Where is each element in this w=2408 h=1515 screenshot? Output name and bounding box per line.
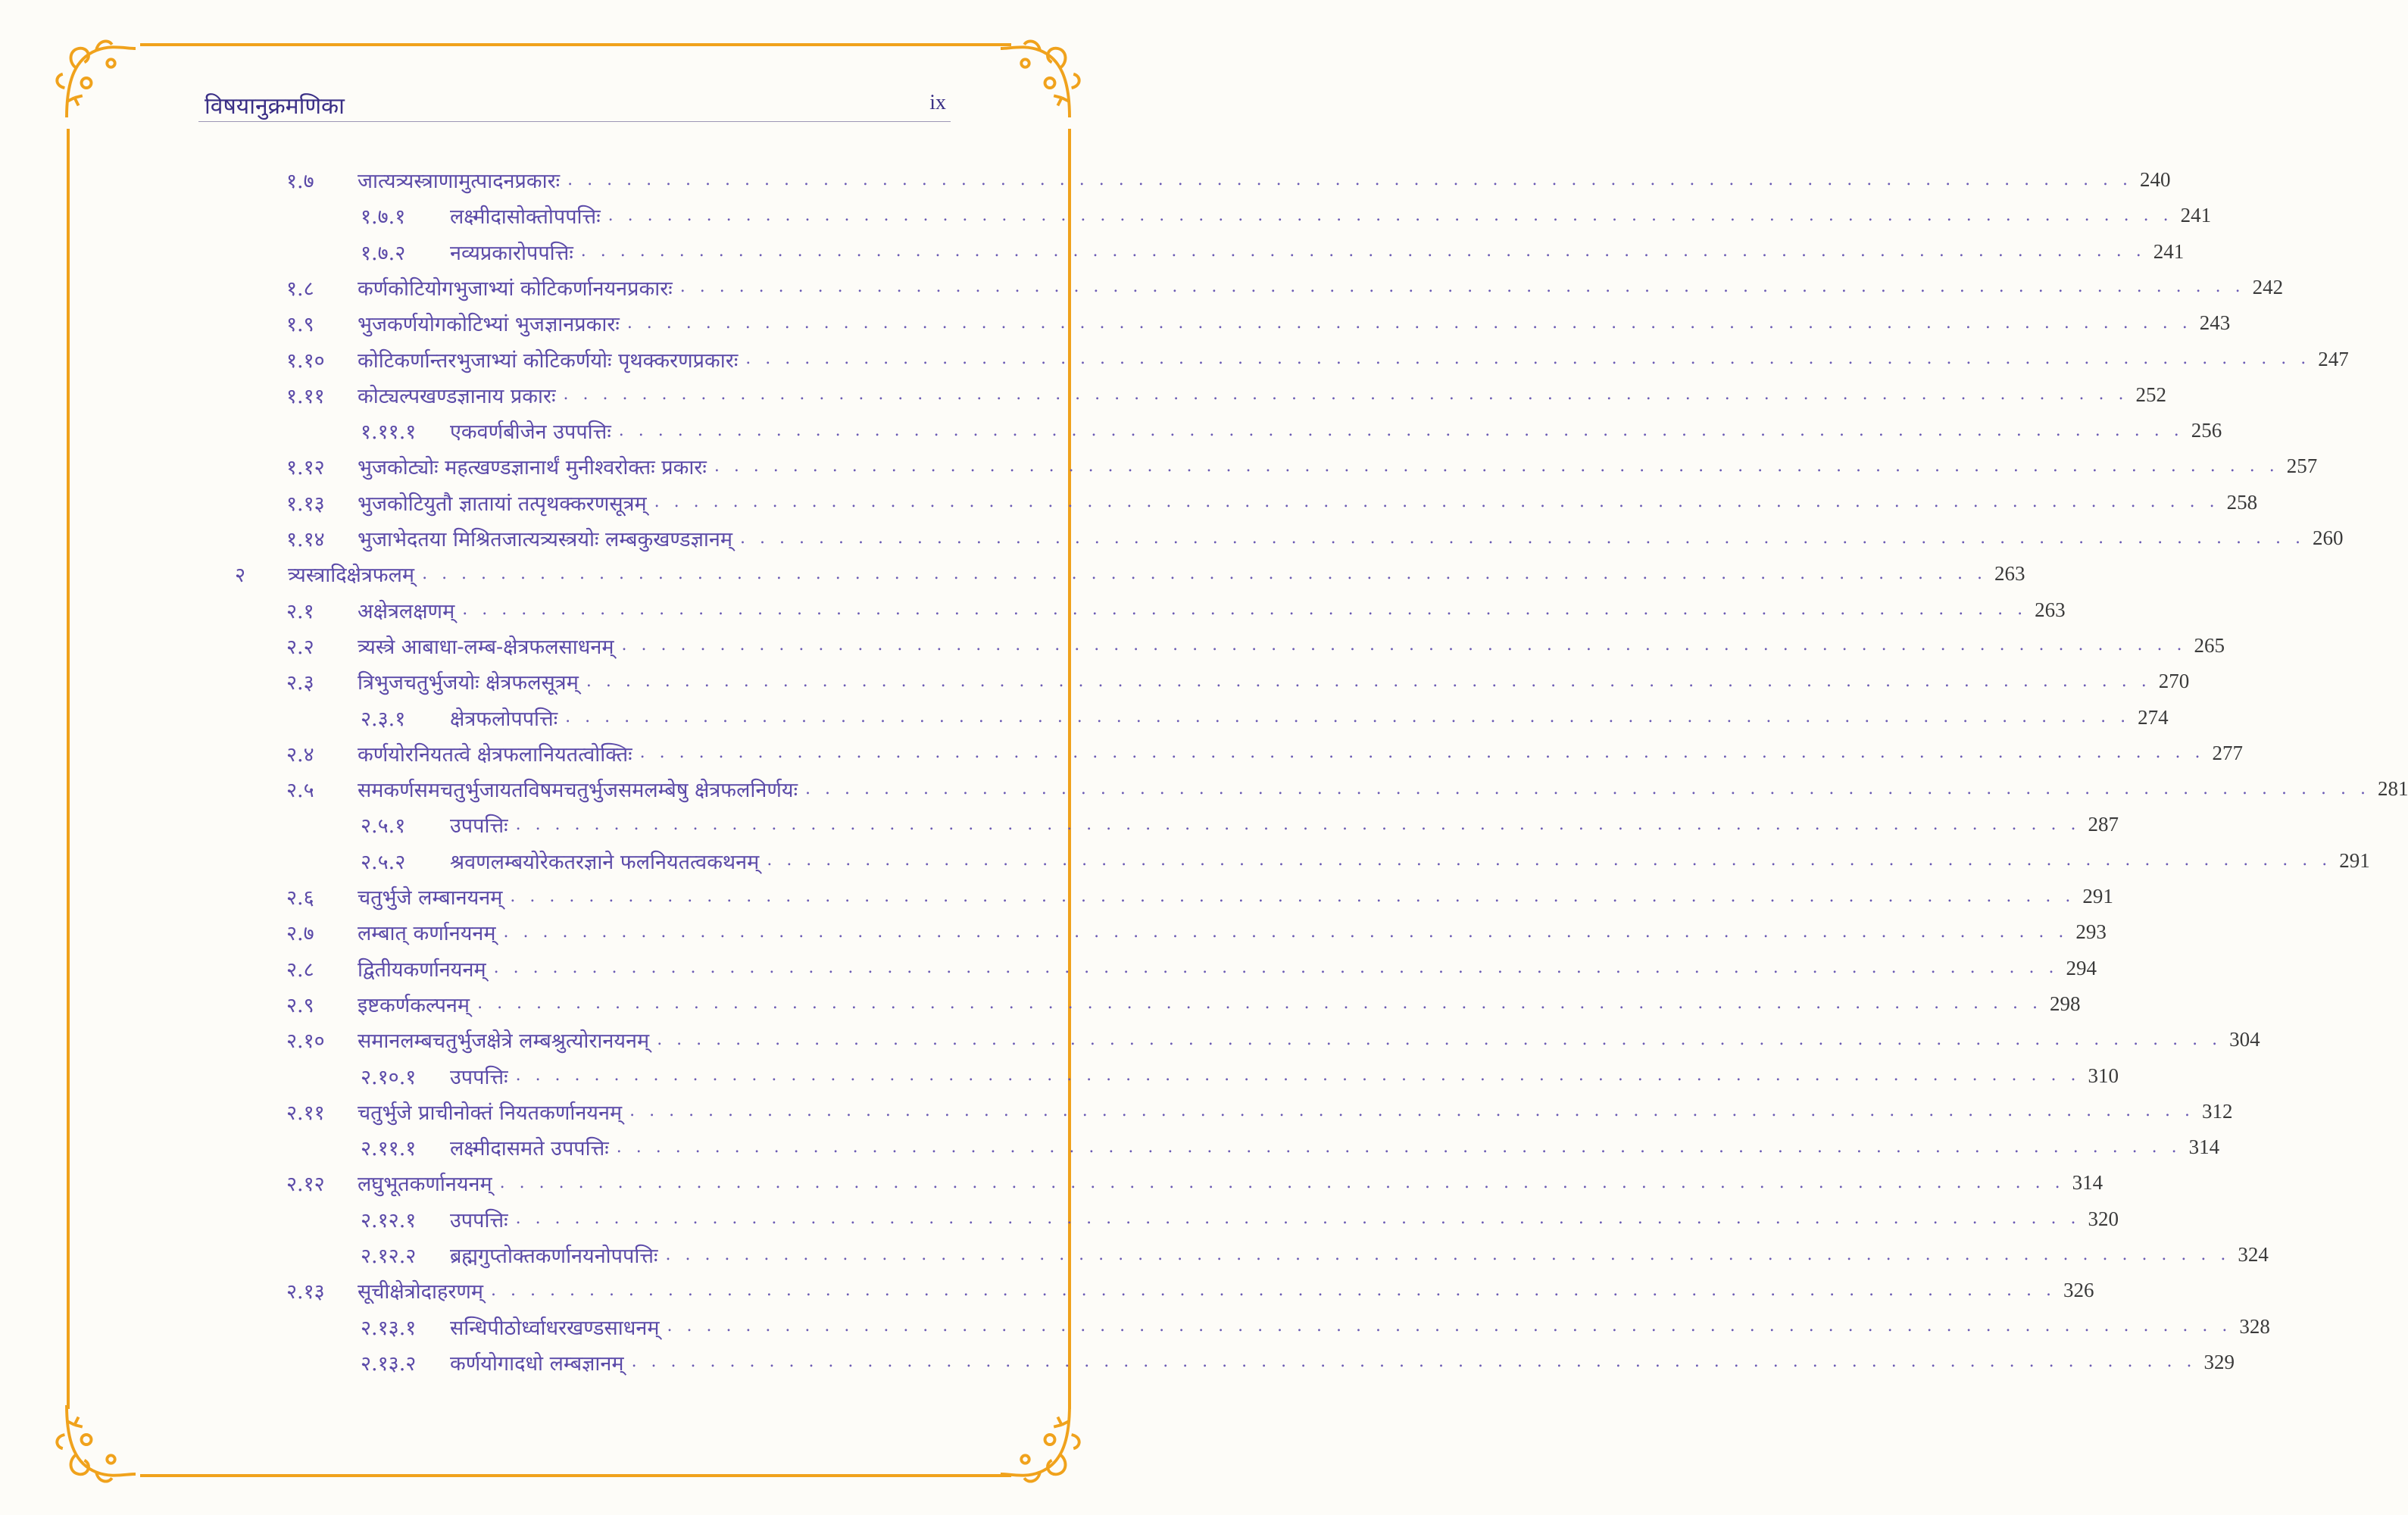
toc-entry-number: २.११.१ [361, 1137, 417, 1161]
toc-dot-leader: . . . . . . . . . . . . . . . . . . . . . . . . . . . . . . . . . . . . . . . . . . . . . . . . . . . . . . . . . . . . . . . . . . . . . . . . . . . . . . . . [567, 170, 2133, 189]
toc-dot-leader: . . . . . . . . . . . . . . . . . . . . . . . . . . . . . . . . . . . . . . . . . . . . . . . . . . . . . . . . . . . . . . . . . . . . . . . . . . . . . . . . [499, 1173, 2065, 1192]
toc-entry-number: २.१२ [286, 1173, 325, 1197]
toc-entry[interactable] [361, 843, 2370, 879]
frame-left-line [67, 129, 70, 1409]
toc-entry-number: २.४ [286, 742, 314, 767]
toc-entry[interactable] [361, 1058, 2119, 1094]
toc-entry-number: २.१२.१ [361, 1208, 417, 1232]
toc-dot-leader: . . . . . . . . . . . . . . . . . . . . . . . . . . . . . . . . . . . . . . . . . . . . . . . . . . . . . . . . . . . . . . . . . . . . . . . . . . . . . . . . [654, 492, 2219, 512]
toc-dot-leader: . . . . . . . . . . . . . . . . . . . . . . . . . . . . . . . . . . . . . . . . . . . . . . . . . . . . . . . . . . . . . . . . . . . . . . . . . . . . . . . . [618, 420, 2184, 440]
toc-entry-page: 304 [2229, 1028, 2260, 1051]
toc-dot-leader: . . . . . . . . . . . . . . . . . . . . . . . . . . . . . . . . . . . . . . . . . . . . . . . . . . . . . . . . . . . . . . . . . . . . . . . . . . . . . . . . [745, 349, 2311, 368]
toc-dot-leader: . . . . . . . . . . . . . . . . . . . . . . . . . . . . . . . . . . . . . . . . . . . . . . . . . . . . . . . . . . . . . . . . . . . . . . . . . . . . . . . . [477, 994, 2042, 1014]
toc-entry-page: 310 [2088, 1064, 2119, 1087]
toc-entry-title: श्रवणलम्बयोरेकतरज्ञाने फलनियतत्वकथनम् [450, 850, 760, 874]
ornament-corner-top-right-icon [991, 29, 1089, 127]
toc-entry-title: सन्धिपीठोर्ध्वाधरखण्डसाधनम् [450, 1316, 660, 1340]
toc-entry-page: 241 [2180, 204, 2212, 227]
toc-entry-page: 324 [2238, 1243, 2269, 1266]
toc-entry-page: 247 [2318, 347, 2349, 370]
toc-entry-page: 243 [2199, 311, 2231, 335]
toc-dot-leader: . . . . . . . . . . . . . . . . . . . . . . . . . . . . . . . . . . . . . . . . . . . . . . . . . . . . . . . . . . . . . . . . . . . . . . . . . . . . . . . . [503, 922, 2069, 942]
toc-dot-leader: . . . . . . . . . . . . . . . . . . . . . . . . . . . . . . . . . . . . . . . . . . . . . . . . . . . . . . . . . . . . . . . . . . . . . . . . . . . . . . . . [563, 385, 2128, 405]
toc-entry-page: 263 [1994, 562, 2025, 586]
toc-entry-number: २.३ [286, 671, 314, 695]
toc-entry-title: उपपत्तिः [450, 814, 508, 839]
toc-entry-page: 281 [2377, 777, 2408, 801]
toc-entry-title: भुजकोट्योः महत्खण्डज्ञानार्थं मुनीश्वरोक्तः प्रकारः [358, 456, 707, 480]
toc-entry-page: 294 [2066, 956, 2097, 979]
toc-dot-leader: . . . . . . . . . . . . . . . . . . . . . . . . . . . . . . . . . . . . . . . . . . . . . . . . . . . . . . . . . . . . . . . . . . . . . . . . . . . . . . . . [586, 671, 2151, 691]
toc-entry[interactable] [235, 556, 2025, 592]
toc-entry[interactable] [361, 807, 2119, 842]
toc-entry[interactable] [286, 1094, 2233, 1129]
toc-dot-leader: . . . . . . . . . . . . . . . . . . . . . . . . . . . . . . . . . . . . . . . . . . . . . . . . . . . . . . . . . . . . . . . . . . . . . . . . . . . . . . . . [714, 456, 2279, 476]
toc-entry-page: 258 [2226, 490, 2258, 514]
toc-dot-leader: . . . . . . . . . . . . . . . . . . . . . . . . . . . . . . . . . . . . . . . . . . . . . . . . . . . . . . . . . . . . . . . . . . . . . . . . . . . . . . . . [805, 779, 2370, 798]
toc-entry[interactable] [286, 270, 2284, 305]
toc-entry-title: भुजकर्णयोगकोटिभ्यां भुजज्ञानप्रकारः [358, 313, 620, 337]
toc-entry-number: २.५.१ [361, 814, 406, 839]
frame-bottom-line [140, 1474, 1011, 1477]
toc-entry-title: एकवर्णबीजेन उपपत्तिः [450, 420, 611, 445]
toc-entry-number: २.१३.१ [361, 1316, 417, 1340]
toc-entry-number: १.१२ [286, 456, 325, 480]
toc-dot-leader: . . . . . . . . . . . . . . . . . . . . . . . . . . . . . . . . . . . . . . . . . . . . . . . . . . . . . . . . . . . . . . . . . . . . . . . . . . . . . . . . [621, 636, 2187, 655]
toc-entry-number: २.१०.१ [361, 1065, 417, 1089]
toc-entry-number: १.११ [286, 384, 325, 408]
toc-entry-title: क्षेत्रफलोपपत्तिः [450, 707, 558, 731]
toc-dot-leader: . . . . . . . . . . . . . . . . . . . . . . . . . . . . . . . . . . . . . . . . . . . . . . . . . . . . . . . . . . . . . . . . . . . . . . . . . . . . . . . . [515, 814, 2081, 834]
toc-entry-title: लक्ष्मीदासोक्तोपपत्तिः [450, 205, 601, 230]
toc-dot-leader: . . . . . . . . . . . . . . . . . . . . . . . . . . . . . . . . . . . . . . . . . . . . . . . . . . . . . . . . . . . . . . . . . . . . . . . . . . . . . . . . [616, 1137, 2182, 1157]
toc-entry-number: २.१२.२ [361, 1245, 417, 1268]
toc-dot-leader: . . . . . . . . . . . . . . . . . . . . . . . . . . . . . . . . . . . . . . . . . . . . . . . . . . . . . . . . . . . . . . . . . . . . . . . . . . . . . . . . [629, 1101, 2195, 1121]
toc-entry-number: १.९ [286, 313, 314, 337]
toc-entry-title: लक्ष्मीदासमते उपपत्तिः [450, 1137, 609, 1161]
toc-entry[interactable] [286, 1165, 2103, 1201]
toc-dot-leader: . . . . . . . . . . . . . . . . . . . . . . . . . . . . . . . . . . . . . . . . . . . . . . . . . . . . . . . . . . . . . . . . . . . . . . . . . . . . . . . . [665, 1245, 2231, 1264]
toc-entry[interactable] [286, 448, 2318, 484]
toc-entry[interactable] [286, 664, 2190, 699]
toc-entry[interactable] [286, 1273, 2094, 1308]
toc-entry-page: 241 [2153, 239, 2185, 263]
toc-entry-page: 326 [2063, 1279, 2094, 1302]
toc-entry-page: 252 [2135, 383, 2166, 406]
toc-entry-title: भुजाभेदतया मिश्रितजात्यत्र्यस्त्रयोः लम्बकुखण्डज्ञानम् [358, 528, 733, 551]
ornament-corner-bottom-right-icon [991, 1395, 1089, 1494]
toc-entry-page: 293 [2075, 920, 2107, 944]
toc-entry[interactable] [361, 1237, 2269, 1273]
toc-entry[interactable] [286, 951, 2097, 986]
toc-entry-page: 314 [2072, 1171, 2103, 1195]
toc-entry[interactable] [361, 1129, 2220, 1165]
toc-entry[interactable] [361, 413, 2222, 448]
toc-entry-number: १.११.१ [361, 420, 417, 445]
toc-entry-title: समानलम्बचतुर्भुजक्षेत्रे लम्बश्रुत्योरानयनम् [358, 1029, 650, 1054]
toc-entry[interactable] [286, 914, 2107, 950]
toc-entry-page: 265 [2194, 633, 2225, 657]
toc-entry-page: 263 [2035, 598, 2066, 621]
toc-entry-page: 287 [2088, 813, 2119, 836]
toc-entry-title: कर्णयोगादधो लम्बज्ञानम् [450, 1351, 624, 1376]
toc-entry-number: १.७.२ [361, 241, 406, 265]
toc-dot-leader: . . . . . . . . . . . . . . . . . . . . . . . . . . . . . . . . . . . . . . . . . . . . . . . . . . . . . . . . . . . . . . . . . . . . . . . . . . . . . . . . [667, 1317, 2232, 1336]
toc-entry[interactable] [286, 377, 2166, 413]
toc-entry-page: 291 [2339, 848, 2370, 872]
toc-entry-number: १.७ [286, 170, 314, 193]
toc-entry[interactable] [286, 879, 2113, 914]
toc-dot-leader: . . . . . . . . . . . . . . . . . . . . . . . . . . . . . . . . . . . . . . . . . . . . . . . . . . . . . . . . . . . . . . . . . . . . . . . . . . . . . . . . [515, 1066, 2081, 1085]
toc-entry-number: २.८ [286, 957, 314, 982]
header-page-number: ix [929, 91, 946, 114]
header-title: विषयानुक्रमणिका [205, 93, 345, 120]
toc-entry-number: २ [235, 564, 246, 588]
toc-entry-page: 291 [2082, 885, 2113, 907]
toc-entry[interactable] [286, 592, 2066, 628]
toc-entry-page: 329 [2203, 1350, 2235, 1373]
running-header [198, 89, 951, 122]
toc-entry[interactable] [286, 520, 2344, 556]
toc-entry[interactable] [361, 1201, 2119, 1237]
toc-entry-title: अक्षेत्रलक्षणम् [358, 599, 455, 623]
toc-dot-leader: . . . . . . . . . . . . . . . . . . . . . . . . . . . . . . . . . . . . . . . . . . . . . . . . . . . . . . . . . . . . . . . . . . . . . . . . . . . . . . . . [491, 1280, 2056, 1300]
toc-entry-number: १.१३ [286, 492, 325, 516]
toc-dot-leader: . . . . . . . . . . . . . . . . . . . . . . . . . . . . . . . . . . . . . . . . . . . . . . . . . . . . . . . . . . . . . . . . . . . . . . . . . . . . . . . . [493, 958, 2059, 978]
toc-dot-leader: . . . . . . . . . . . . . . . . . . . . . . . . . . . . . . . . . . . . . . . . . . . . . . . . . . . . . . . . . . . . . . . . . . . . . . . . . . . . . . . . [607, 205, 2173, 225]
toc-entry-title: ब्रह्मगुप्तोक्तकर्णानयनोपपत्तिः [450, 1245, 658, 1268]
toc-entry[interactable] [361, 1309, 2270, 1345]
toc-entry-number: २.१० [286, 1029, 325, 1054]
toc-entry-page: 314 [2188, 1135, 2220, 1159]
toc-dot-leader: . . . . . . . . . . . . . . . . . . . . . . . . . . . . . . . . . . . . . . . . . . . . . . . . . . . . . . . . . . . . . . . . . . . . . . . . . . . . . . . . [767, 851, 2332, 870]
toc-entry-title: कर्णकोटियोगभुजाभ्यां कोटिकर्णानयनप्रकारः [358, 276, 673, 301]
toc-dot-leader: . . . . . . . . . . . . . . . . . . . . . . . . . . . . . . . . . . . . . . . . . . . . . . . . . . . . . . . . . . . . . . . . . . . . . . . . . . . . . . . . [515, 1209, 2081, 1229]
toc-entry-title: उपपत्तिः [450, 1208, 508, 1232]
toc-entry-title: उपपत्तिः [450, 1065, 508, 1089]
frame-top-line [140, 43, 1011, 46]
toc-entry-number: २.१ [286, 599, 314, 623]
toc-entry-title: कोटिकर्णान्तरभुजाभ्यां कोटिकर्णयोः पृथक्करणप्रकारः [358, 348, 739, 373]
toc-entry[interactable] [361, 700, 2169, 736]
toc-entry-number: २.५.२ [361, 850, 406, 874]
toc-entry[interactable] [286, 986, 2081, 1022]
toc-entry-page: 277 [2212, 741, 2244, 764]
toc-entry-page: 260 [2312, 526, 2344, 549]
toc-entry-number: २.६ [286, 886, 314, 910]
toc-dot-leader: . . . . . . . . . . . . . . . . . . . . . . . . . . . . . . . . . . . . . . . . . . . . . . . . . . . . . . . . . . . . . . . . . . . . . . . . . . . . . . . . [565, 708, 2131, 726]
toc-entry-page: 274 [2138, 705, 2169, 729]
toc-entry-title: त्र्यस्त्रे आबाधा-लम्ब-क्षेत्रफलसाधनम् [358, 635, 614, 659]
toc-dot-leader: . . . . . . . . . . . . . . . . . . . . . . . . . . . . . . . . . . . . . . . . . . . . . . . . . . . . . . . . . . . . . . . . . . . . . . . . . . . . . . . . [657, 1029, 2222, 1049]
toc-entry[interactable] [361, 234, 2185, 270]
toc-entry-page: 242 [2252, 275, 2284, 298]
toc-dot-leader: . . . . . . . . . . . . . . . . . . . . . . . . . . . . . . . . . . . . . . . . . . . . . . . . . . . . . . . . . . . . . . . . . . . . . . . . . . . . . . . . [580, 242, 2146, 261]
toc-entry-title: द्वितीयकर्णानयनम् [358, 957, 486, 982]
ornament-corner-top-left-icon [47, 29, 145, 127]
toc-entry-number: १.८ [286, 276, 314, 301]
toc-entry-number: १.७.१ [361, 205, 406, 230]
toc-entry-title: समकर्णसमचतुर्भुजायतविषमचतुर्भुजसमलम्बेषु क्षेत्रफलनिर्णयः [358, 779, 798, 803]
toc-entry-page: 256 [2191, 419, 2222, 442]
toc-entry[interactable] [286, 485, 2258, 520]
toc-entry[interactable] [286, 1022, 2260, 1057]
toc-entry-title: नव्यप्रकारोपपत्तिः [450, 241, 573, 265]
toc-entry-number: २.१३ [286, 1280, 325, 1304]
toc-dot-leader: . . . . . . . . . . . . . . . . . . . . . . . . . . . . . . . . . . . . . . . . . . . . . . . . . . . . . . . . . . . . . . . . . . . . . . . . . . . . . . . . [631, 1352, 2197, 1372]
toc-entry-number: २.११ [286, 1101, 325, 1125]
toc-dot-leader: . . . . . . . . . . . . . . . . . . . . . . . . . . . . . . . . . . . . . . . . . . . . . . . . . . . . . . . . . . . . . . . . . . . . . . . . . . . . . . . . [679, 277, 2245, 297]
toc-entry-number: १.१४ [286, 528, 325, 551]
toc-entry-title: इष्टकर्णकल्पनम् [358, 993, 470, 1017]
toc-entry-title: चतुर्भुजे लम्बानयनम् [358, 886, 503, 910]
toc-dot-leader: . . . . . . . . . . . . . . . . . . . . . . . . . . . . . . . . . . . . . . . . . . . . . . . . . . . . . . . . . . . . . . . . . . . . . . . . . . . . . . . . [462, 600, 2028, 620]
toc-entry-page: 270 [2158, 670, 2190, 693]
toc-entry-page: 312 [2202, 1099, 2233, 1123]
toc-entry[interactable] [286, 736, 2244, 771]
toc-entry-title: सूचीक्षेत्रोदाहरणम् [358, 1280, 484, 1304]
toc-entry[interactable] [361, 198, 2212, 233]
toc-dot-leader: . . . . . . . . . . . . . . . . . . . . . . . . . . . . . . . . . . . . . . . . . . . . . . . . . . . . . . . . . . . . . . . . . . . . . . . . . . . . . . . . [626, 313, 2192, 333]
toc-entry-title: लम्बात् कर्णानयनम् [358, 922, 496, 946]
toc-entry-number: २.२ [286, 635, 314, 659]
toc-entry-number: २.३.१ [361, 707, 406, 731]
ornament-corner-bottom-left-icon [47, 1395, 145, 1494]
toc-entry-title: त्र्यस्त्रादिक्षेत्रफलम् [288, 564, 415, 588]
toc-entry-page: 298 [2050, 992, 2081, 1015]
toc-entry-page: 328 [2239, 1314, 2270, 1338]
toc-entry-number: २.५ [286, 779, 314, 803]
toc-entry[interactable] [286, 628, 2225, 664]
toc-entry-title: कर्णयोरनियतत्वे क्षेत्रफलानियतत्वोक्तिः [358, 742, 632, 767]
toc-entry[interactable] [361, 1345, 2235, 1380]
toc-dot-leader: . . . . . . . . . . . . . . . . . . . . . . . . . . . . . . . . . . . . . . . . . . . . . . . . . . . . . . . . . . . . . . . . . . . . . . . . . . . . . . . . [422, 564, 1987, 583]
toc-entry-number: २.९ [286, 993, 314, 1017]
toc-entry-title: त्रिभुजचतुर्भुजयोः क्षेत्रफलसूत्रम् [358, 671, 579, 695]
toc-entry-number: २.१३.२ [361, 1351, 417, 1376]
toc-entry-number: १.१० [286, 348, 325, 373]
toc-entry-title: भुजकोटियुतौ ज्ञातायां तत्पृथक्करणसूत्रम् [358, 492, 647, 516]
toc-entry-title: लघुभूतकर्णानयनम् [358, 1173, 492, 1197]
toc-entry-number: २.७ [286, 922, 314, 946]
toc-entry-page: 257 [2286, 454, 2318, 478]
toc-entry[interactable] [286, 162, 2171, 198]
toc-dot-leader: . . . . . . . . . . . . . . . . . . . . . . . . . . . . . . . . . . . . . . . . . . . . . . . . . . . . . . . . . . . . . . . . . . . . . . . . . . . . . . . . [740, 528, 2305, 548]
toc-entry[interactable] [286, 771, 2408, 807]
toc-entry[interactable] [286, 342, 2349, 377]
toc-entry-title: जात्यत्र्यस्त्राणामुत्पादनप्रकारः [358, 170, 561, 193]
toc-dot-leader: . . . . . . . . . . . . . . . . . . . . . . . . . . . . . . . . . . . . . . . . . . . . . . . . . . . . . . . . . . . . . . . . . . . . . . . . . . . . . . . . [510, 886, 2075, 906]
toc-entry-page: 240 [2140, 168, 2171, 191]
toc-dot-leader: . . . . . . . . . . . . . . . . . . . . . . . . . . . . . . . . . . . . . . . . . . . . . . . . . . . . . . . . . . . . . . . . . . . . . . . . . . . . . . . . [639, 743, 2205, 763]
toc-entry-title: कोट्यल्पखण्डज्ञानाय प्रकारः [358, 384, 556, 408]
toc-entry-title: चतुर्भुजे प्राचीनोक्तं नियतकर्णानयनम् [358, 1101, 623, 1125]
toc-entry-page: 320 [2088, 1207, 2119, 1230]
toc-entry[interactable] [286, 305, 2231, 341]
